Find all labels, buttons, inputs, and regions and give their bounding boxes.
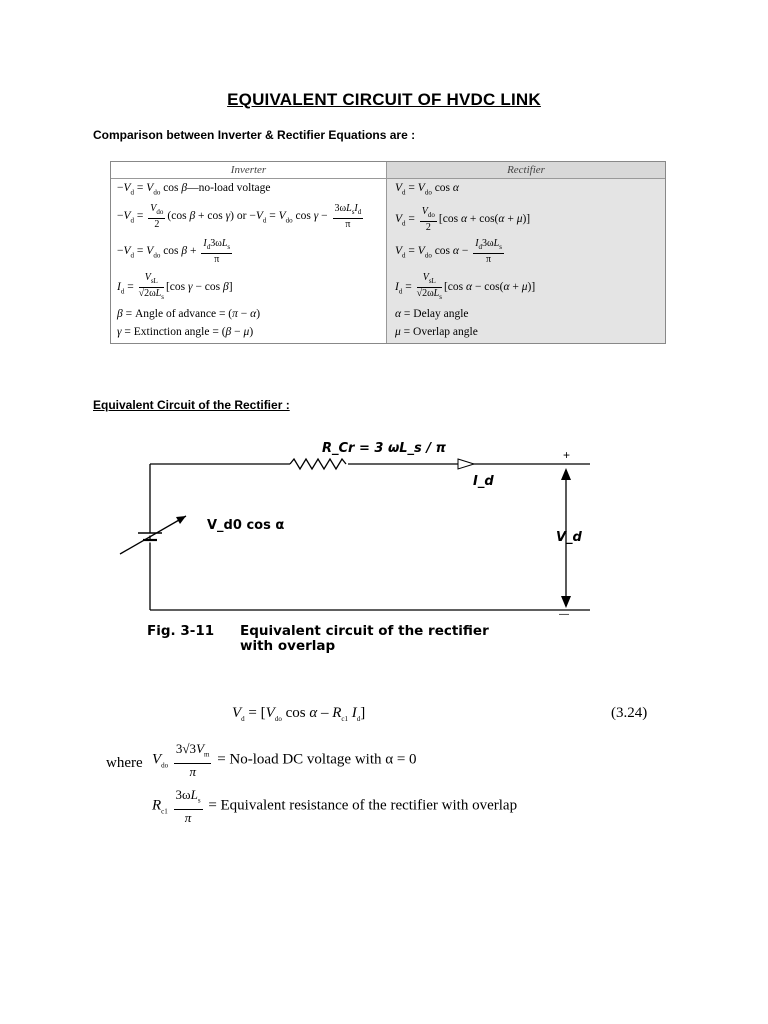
inverter-row-4: $I_d$ = $\frac{V_{sL}}{√2\omega L_s}$ [cos γ − cos β] [117, 272, 233, 301]
rc-definition: $R_{c1}$ $\frac{3\omega L_s}{\pi}$ = Equivalent resistance of the rectifier with overlap [152, 787, 518, 825]
plus-sign: + [563, 448, 571, 462]
inverter-row-3: $-V_d = V_{do}$ cos β + $\frac{I_d3\omega L_s}{\pi}$ [117, 238, 231, 265]
inverter-row-2: $-V_d$ = $\frac{V_{do}}{2}$ (cos β + cos γ) or $-V_d = V_{do}$ cos γ − $\frac{3\omega L_sI_d}{\pi}$ [117, 203, 362, 230]
rectifier-row-3: $V_d = V_{do}$ cos α − $\frac{I_d3\omega L_s}{\pi}$ [395, 238, 502, 265]
figure-caption-line1: Equivalent circuit of the rectifier [240, 623, 489, 639]
rectifier-row-5: α = Delay angle [395, 308, 469, 320]
page-title: EQUIVALENT CIRCUIT OF HVDC LINK [227, 90, 541, 109]
figure-number: Fig. 3-11 [147, 623, 215, 639]
equation-main: $V_d = [V_{do}$ cos α – $R_{c1}$ $I_d$] [232, 705, 366, 723]
where-label: where [106, 755, 143, 771]
voltage-label: V_d [556, 530, 582, 545]
comparison-table [110, 161, 666, 344]
rectifier-row-6: μ = Overlap angle [395, 326, 478, 338]
current-arrow-icon [458, 459, 474, 469]
source-label: V_d0 cos α [207, 518, 285, 533]
inverter-row-1: $-V_d = V_{do}$ cos β—no-load voltage [117, 182, 271, 197]
figure-caption-line2: with overlap [240, 638, 336, 654]
current-label: I_d [473, 474, 494, 489]
vdo-definition-text: = No-load DC voltage with α = 0 [217, 751, 417, 768]
vdo-definition: $V_{do}$ $\frac{3√3V_m}{\pi}$ = No-load DC voltage with α = 0 [152, 741, 417, 779]
rectifier-header: Rectifier [387, 162, 665, 179]
rectifier-circuit-diagram [100, 430, 620, 630]
rectifier-row-4: $I_d$ = $\frac{V_{sL}}{√2\omega L_s}$ [cos α − cos(α + μ)] [395, 272, 536, 301]
equation-number: (3.24) [611, 705, 648, 721]
rc-definition-text: = Equivalent resistance of the rectifier with overlap [208, 797, 518, 814]
resistor-symbol [290, 459, 346, 469]
inverter-row-6: γ = Extinction angle = (β − μ) [117, 326, 254, 338]
inverter-header: Inverter [111, 162, 386, 179]
inverter-row-5: β = Angle of advance = (π − α) [117, 308, 261, 320]
minus-sign: — [559, 609, 569, 620]
variable-source-arrow-icon [120, 516, 186, 554]
resistance-label: R_Cr = 3 ωL_s / π [322, 441, 446, 456]
rectifier-row-2: $V_d$ = $\frac{V_{do}}{2}$ [cos α + cos(α + μ)] [395, 206, 531, 233]
circuit-heading: Equivalent Circuit of the Rectifier : [93, 398, 290, 412]
rectifier-row-1: $V_d = V_{do}$ cos α [395, 182, 459, 197]
comparison-heading: Comparison between Inverter & Rectifier Equations are : [93, 128, 416, 142]
